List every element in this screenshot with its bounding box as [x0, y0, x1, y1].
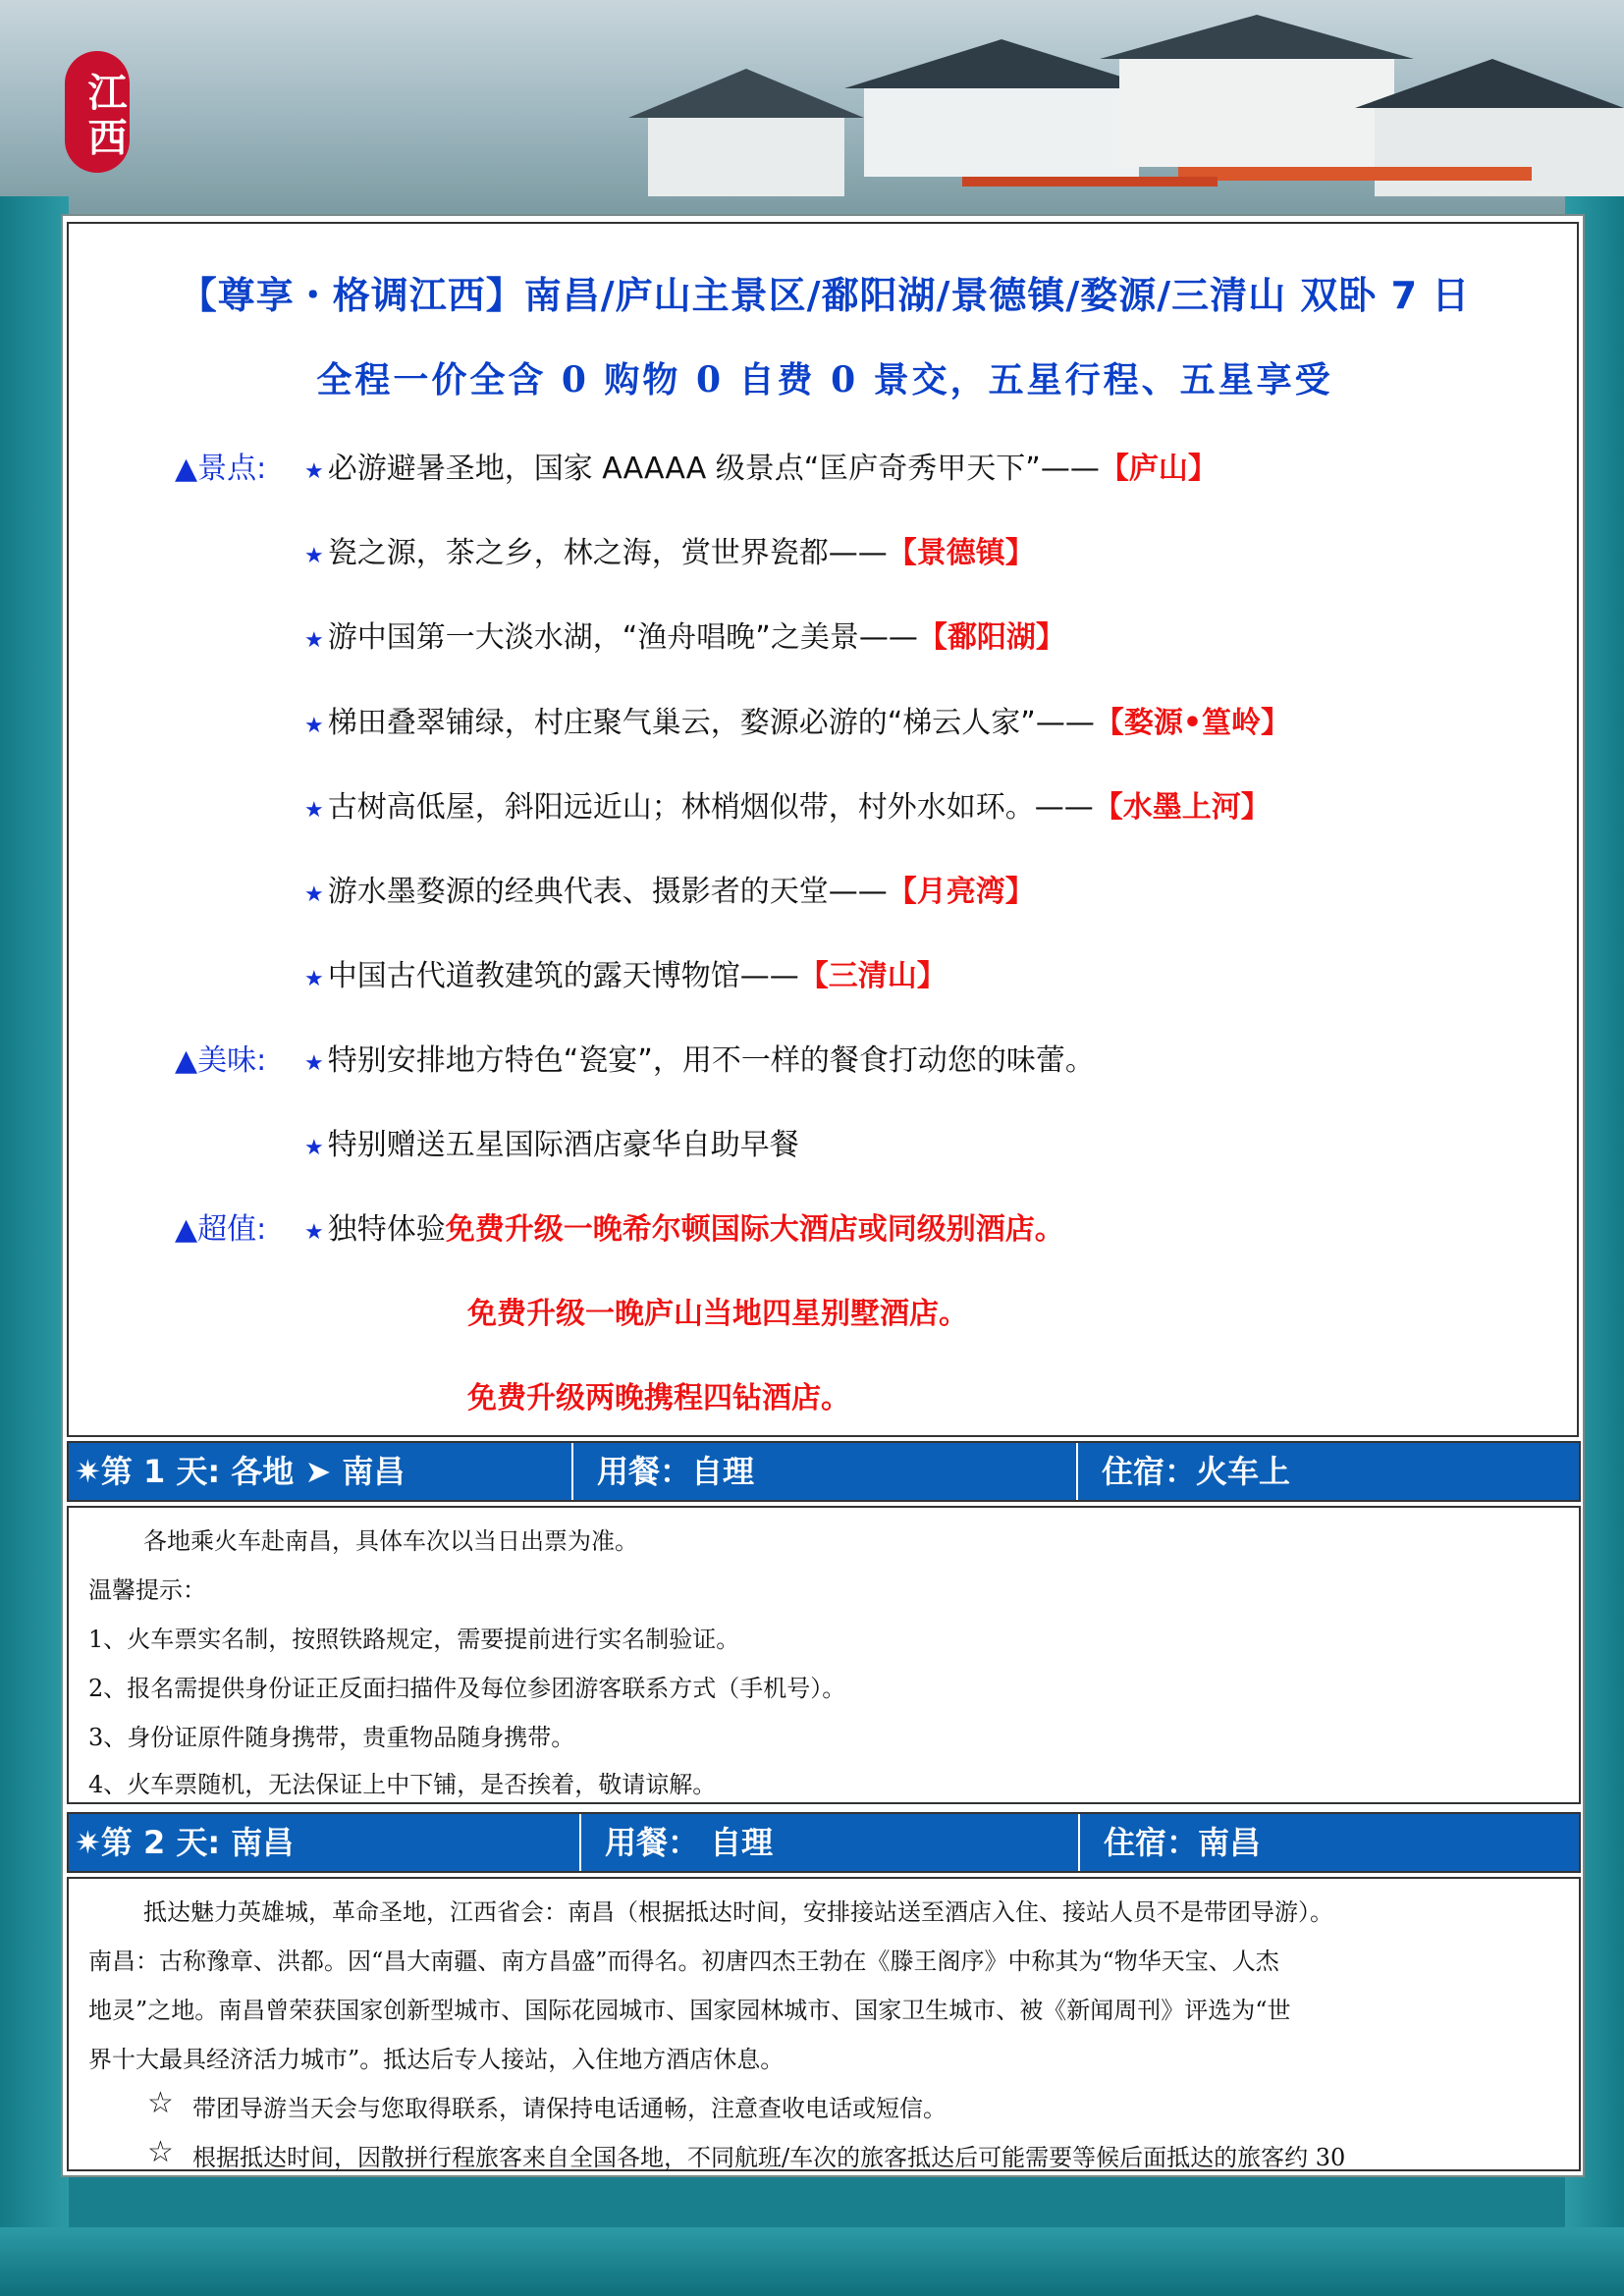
day-meal: 用餐：自理	[573, 1443, 1078, 1500]
day-body	[67, 1877, 1581, 2171]
highlight-item: ★ 游中国第一大淡水湖，“渔舟唱晚”之美景——【鄱阳湖】	[304, 620, 1065, 655]
day-text-line: 南昌：古称豫章、洪都。因“昌大南疆、南方昌盛”而得名。初唐四杰王勃在《滕王阁序》中称其为“物华天宝、人杰	[88, 1948, 1279, 1975]
day-title: ✷第 2 天: 南昌	[69, 1814, 581, 1871]
star-icon: ★	[304, 882, 324, 907]
day-text-line: 抵达魅力英雄城，革命圣地，江西省会：南昌（根据抵达时间，安排接站送至酒店入住、接站人员不是带团导游）。	[143, 1898, 1333, 1926]
day-body	[67, 1506, 1581, 1804]
star-icon: ★	[304, 1051, 324, 1076]
highlight-item: ★ 必游避暑圣地，国家 AAAAA 级景点“匡庐奇秀甲天下”——【庐山】	[304, 452, 1218, 486]
highlight-item: ★ 特别安排地方特色“瓷宴”，用不一样的餐食打动您的味蕾。	[304, 1043, 1095, 1078]
day-meal: 用餐： 自理	[581, 1814, 1080, 1871]
star-icon: ★	[304, 459, 324, 484]
value-extra-line: 免费升级两晚携程四钻酒店。	[467, 1381, 850, 1415]
highlight-item: ★ 古树高低屋，斜阳远近山；林梢烟似带，村外水如环。——【水墨上河】	[304, 790, 1271, 825]
star-icon: ★	[304, 1220, 324, 1245]
day-text-line: 4、火车票随机，无法保证上中下铺，是否挨着，敬请谅解。	[88, 1771, 717, 1798]
day-text-line: 2、报名需提供身份证正反面扫描件及每位参团游客联系方式（手机号）。	[88, 1675, 846, 1702]
sights-label: ▲景点:	[175, 452, 267, 486]
page-title: 【尊享・格调江西】南昌/庐山主景区/鄱阳湖/景德镇/婺源/三清山 双卧 7 日	[179, 274, 1471, 317]
tip-line: 带团导游当天会与您取得联系，请保持电话通畅，注意查收电话或短信。	[192, 2095, 947, 2122]
page-subtitle: 全程一价全含 0 购物 0 自费 0 景交，五星行程、五星享受	[316, 359, 1333, 400]
star-icon: ★	[304, 714, 324, 738]
day-text-line: 温馨提示：	[88, 1576, 206, 1604]
day-text-line: 1、火车票实名制，按照铁路规定，需要提前进行实名制验证。	[88, 1626, 740, 1653]
day-text-line: 各地乘火车赴南昌，具体车次以当日出票为准。	[143, 1527, 638, 1555]
value-label: ▲超值:	[175, 1212, 267, 1247]
highlight-item: ★ 瓷之源，茶之乡，林之海，赏世界瓷都——【景德镇】	[304, 536, 1035, 570]
star-outline-icon: ☆	[147, 2135, 174, 2169]
day-title: ✷第 1 天: 各地 ➤ 南昌	[69, 1443, 573, 1500]
highlight-item: ★ 独特体验免费升级一晚希尔顿国际大酒店或同级别酒店。	[304, 1212, 1064, 1247]
day-stay: 住宿：南昌	[1104, 1824, 1262, 1861]
day-stay: 住宿：火车上	[1102, 1453, 1291, 1490]
day-text-line: 界十大最具经济活力城市”。抵达后专人接站，入住地方酒店休息。	[88, 2046, 785, 2073]
bottom-border-decoration	[0, 2227, 1624, 2296]
highlight-item: ★ 梯田叠翠铺绿，村庄聚气巢云，婺源必游的“梯云人家”——【婺源•篁岭】	[304, 706, 1291, 740]
day-text-line: 3、身份证原件随身携带，贵重物品随身携带。	[88, 1724, 575, 1751]
tip-line: 根据抵达时间，因散拼行程旅客来自全国各地，不同航班/车次的旅客抵达后可能需要等候后面抵达的旅客约 30	[192, 2144, 1346, 2171]
left-border-decoration	[0, 196, 69, 2296]
star-icon: ★	[304, 544, 324, 568]
itinerary-sheet	[61, 214, 1585, 2177]
day-text-line: 地灵”之地。南昌曾荣获国家创新型城市、国际花园城市、国家园林城市、国家卫生城市、被《新闻周刊》评选为“世	[88, 1997, 1291, 2024]
star-outline-icon: ☆	[147, 2086, 174, 2120]
intro-section	[67, 222, 1579, 1437]
food-label: ▲美味:	[175, 1043, 267, 1078]
star-icon: ★	[304, 1136, 324, 1160]
star-icon: ★	[304, 798, 324, 823]
highlight-item: ★ 中国古代道教建筑的露天博物馆——【三清山】	[304, 959, 947, 993]
value-extra-line: 免费升级一晚庐山当地四星别墅酒店。	[467, 1297, 968, 1331]
jiangxi-seal-logo: 江西	[65, 51, 130, 173]
star-icon: ★	[304, 967, 324, 991]
day-header-bar	[67, 1441, 1581, 1502]
highlight-item: ★ 特别赠送五星国际酒店豪华自助早餐	[304, 1128, 799, 1162]
star-icon: ★	[304, 628, 324, 653]
highlight-item: ★ 游水墨婺源的经典代表、摄影者的天堂——【月亮湾】	[304, 875, 1035, 909]
village-rooftops-illustration	[550, 0, 1624, 226]
day-header-bar	[67, 1812, 1581, 1873]
